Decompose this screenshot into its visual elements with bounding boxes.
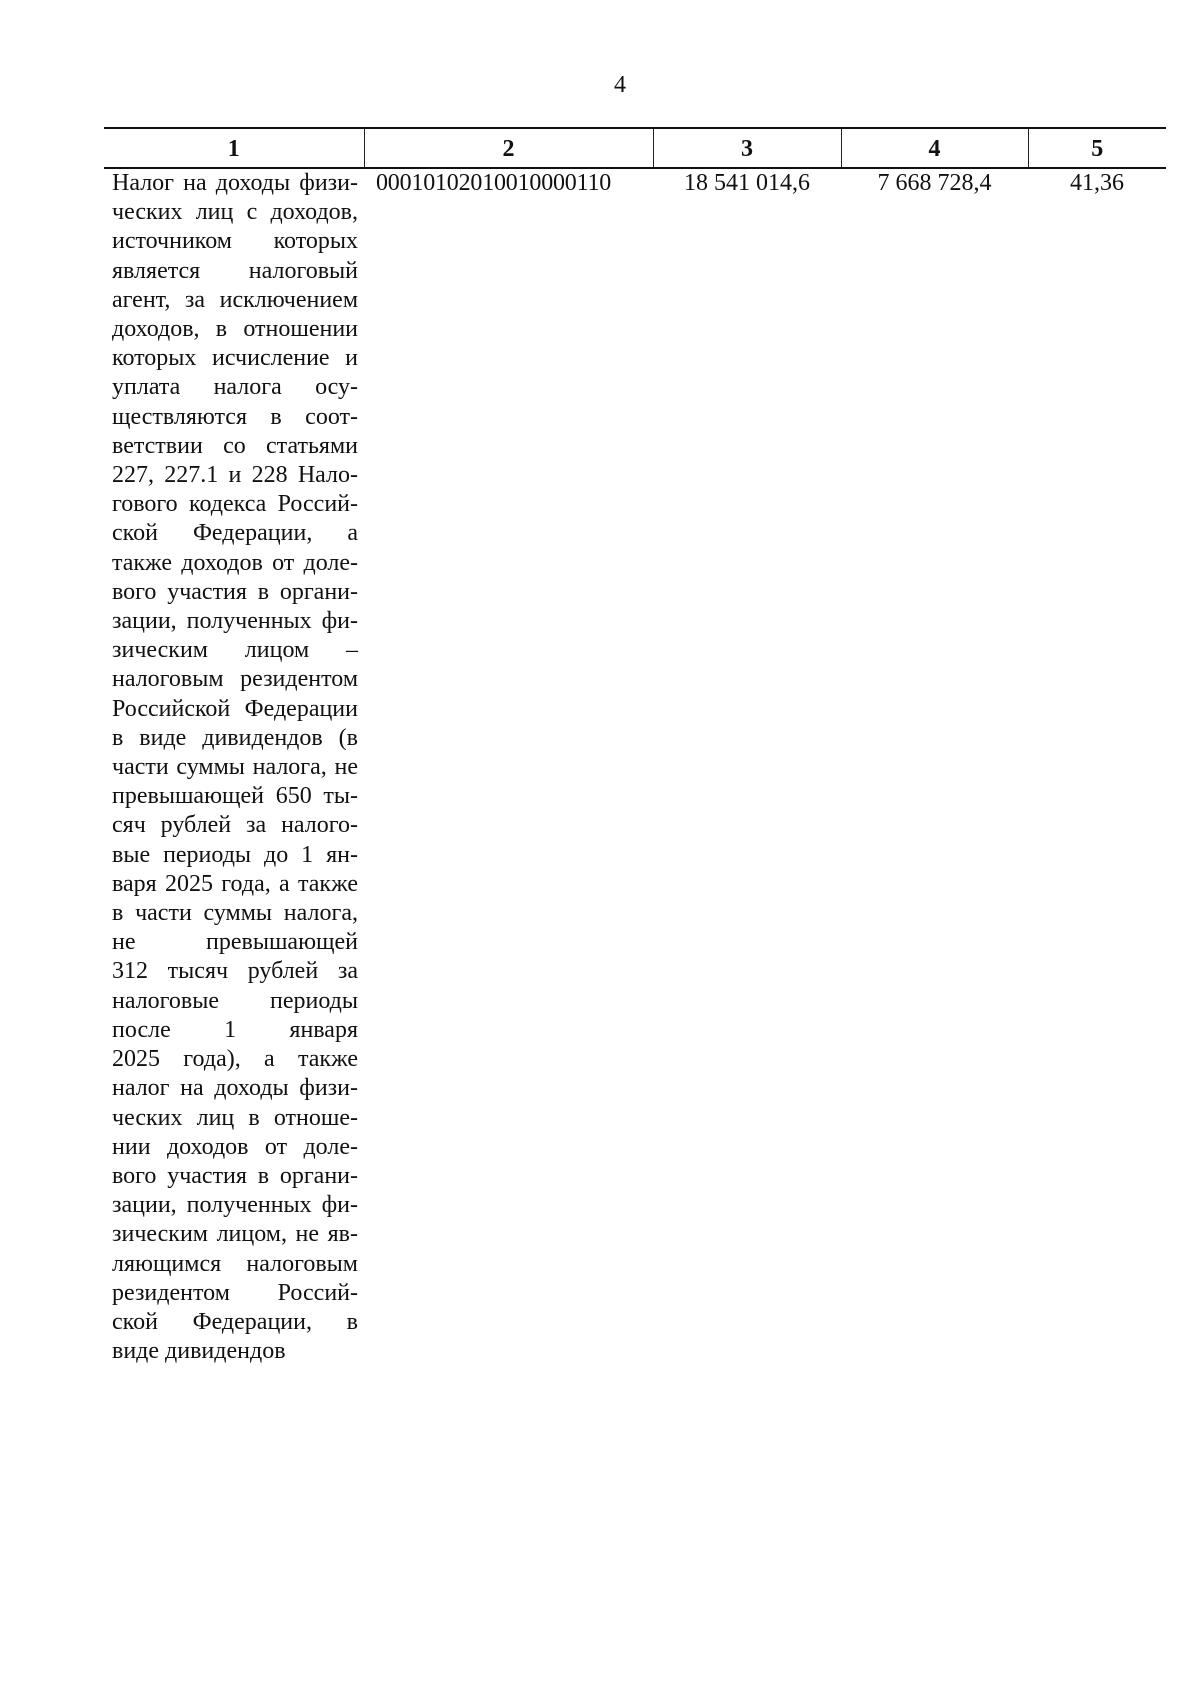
- row-name-line: сяч рублей за налого-: [112, 812, 358, 839]
- table-row: [104, 168, 1166, 1366]
- header-row: [104, 128, 1166, 168]
- header-col-3: 3: [653, 128, 841, 168]
- row-name-line: 2025 года), а также: [112, 1046, 358, 1073]
- page-number: 4: [614, 72, 626, 98]
- row-name-line: доходов, в отношении: [112, 316, 358, 343]
- row-name-line: источником которых: [112, 228, 358, 255]
- row-name-line: вые периоды до 1 ян-: [112, 841, 358, 868]
- row-name-line: также доходов от доле-: [112, 549, 358, 576]
- row-name-line: 227, 227.1 и 228 Нало-: [112, 462, 358, 489]
- row-name-line: налоговым резидентом: [112, 666, 358, 693]
- row-code-cell: 00010102010010000110: [376, 170, 612, 196]
- table-header: [104, 128, 1166, 168]
- row-name-line: зации, полученных фи-: [112, 608, 358, 635]
- row-name-line: ческих лиц с доходов,: [112, 199, 358, 226]
- row-name-line: Российской Федерации: [112, 695, 358, 722]
- row-name-line: резидентом Россий-: [112, 1279, 358, 1306]
- header-col-1: 1: [104, 128, 364, 168]
- header-col-4: 4: [841, 128, 1028, 168]
- row-name-line: нии доходов от доле-: [112, 1133, 358, 1160]
- row-name-line: агент, за исключением: [112, 286, 358, 313]
- budget-table: [104, 127, 1166, 1366]
- row-name-line: части суммы налога, не: [112, 754, 358, 781]
- row-name-line: не превышающей: [112, 929, 358, 956]
- row-name-cell: [104, 168, 364, 1366]
- row-name-line: Налог на доходы физи-: [112, 170, 358, 196]
- row-name-line: превышающей 650 ты-: [112, 783, 358, 810]
- row-name-line: вого участия в органи-: [112, 1162, 358, 1189]
- row-name-line: 312 тысяч рублей за: [112, 958, 358, 985]
- row-name-line: ляющимся налоговым: [112, 1250, 358, 1277]
- row-name-line: гового кодекса Россий-: [112, 491, 358, 518]
- table-body: [104, 168, 1166, 1366]
- row-name-text: [112, 169, 358, 1366]
- row-name-line: налоговые периоды: [112, 987, 358, 1014]
- row-name-line: в части суммы налога,: [112, 900, 358, 927]
- row-value-col3: 18 541 014,6: [684, 170, 810, 196]
- row-name-line: виде дивидендов: [112, 1338, 286, 1365]
- row-name-line: зации, полученных фи-: [112, 1192, 358, 1219]
- row-name-line: уплата налога осу-: [112, 374, 358, 401]
- row-name-line: после 1 января: [112, 1016, 358, 1043]
- row-name-line: ветствии со статьями: [112, 432, 358, 459]
- header-col-2: 2: [364, 128, 653, 168]
- header-col-5: 5: [1028, 128, 1166, 168]
- row-name-line: зическим лицом –: [112, 637, 358, 664]
- row-name-line: ческих лиц в отноше-: [112, 1104, 358, 1131]
- row-name-line: в виде дивидендов (в: [112, 724, 358, 751]
- row-value-col4: 7 668 728,4: [877, 170, 992, 196]
- row-name-line: варя 2025 года, а также: [112, 870, 358, 897]
- row-name-line: ской Федерации, в: [112, 1308, 358, 1335]
- row-name-line: ской Федерации, а: [112, 520, 358, 547]
- row-value-col5: 41,36: [1070, 170, 1124, 196]
- row-name-line: зическим лицом, не яв-: [112, 1221, 358, 1248]
- row-name-line: которых исчисление и: [112, 345, 358, 372]
- row-name-line: налог на доходы физи-: [112, 1075, 358, 1102]
- row-name-line: вого участия в органи-: [112, 578, 358, 605]
- row-name-line: ществляются в соот-: [112, 403, 358, 430]
- row-name-line: является налоговый: [112, 257, 358, 284]
